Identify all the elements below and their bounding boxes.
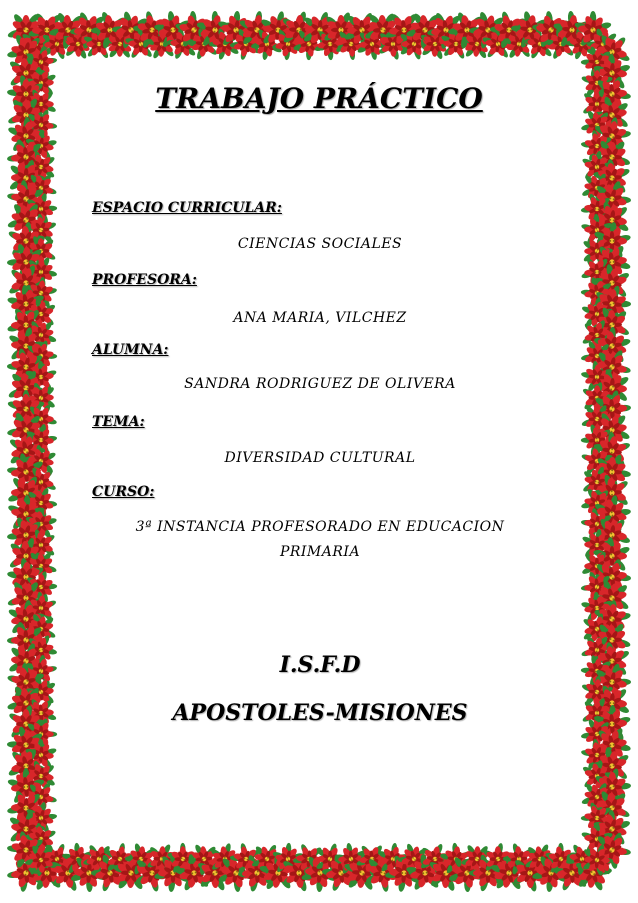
curso-value-line-2: PRIMARIA [279,544,361,560]
profesora-label: PROFESORA: [92,272,197,288]
institution-location: APOSTOLES-MISIONES [172,700,468,726]
profesora-value: ANA MARIA, VILCHEZ [233,310,407,326]
alumna-label: ALUMNA: [92,342,169,358]
tema-label: TEMA: [92,414,145,430]
curso-label: CURSO: [92,484,155,500]
tema-value: DIVERSIDAD CULTURAL [224,450,416,466]
espacio-curricular-label: ESPACIO CURRICULAR: [92,200,282,216]
espacio-curricular-value: CIENCIAS SOCIALES [237,236,403,252]
curso-value-line-1: 3ª INSTANCIA PROFESORADO EN EDUCACION [135,519,505,535]
institution-name: I.S.F.D [279,652,361,678]
page-title: TRABAJO PRÁCTICO [155,82,483,115]
alumna-value: SANDRA RODRIGUEZ DE OLIVERA [184,376,456,392]
